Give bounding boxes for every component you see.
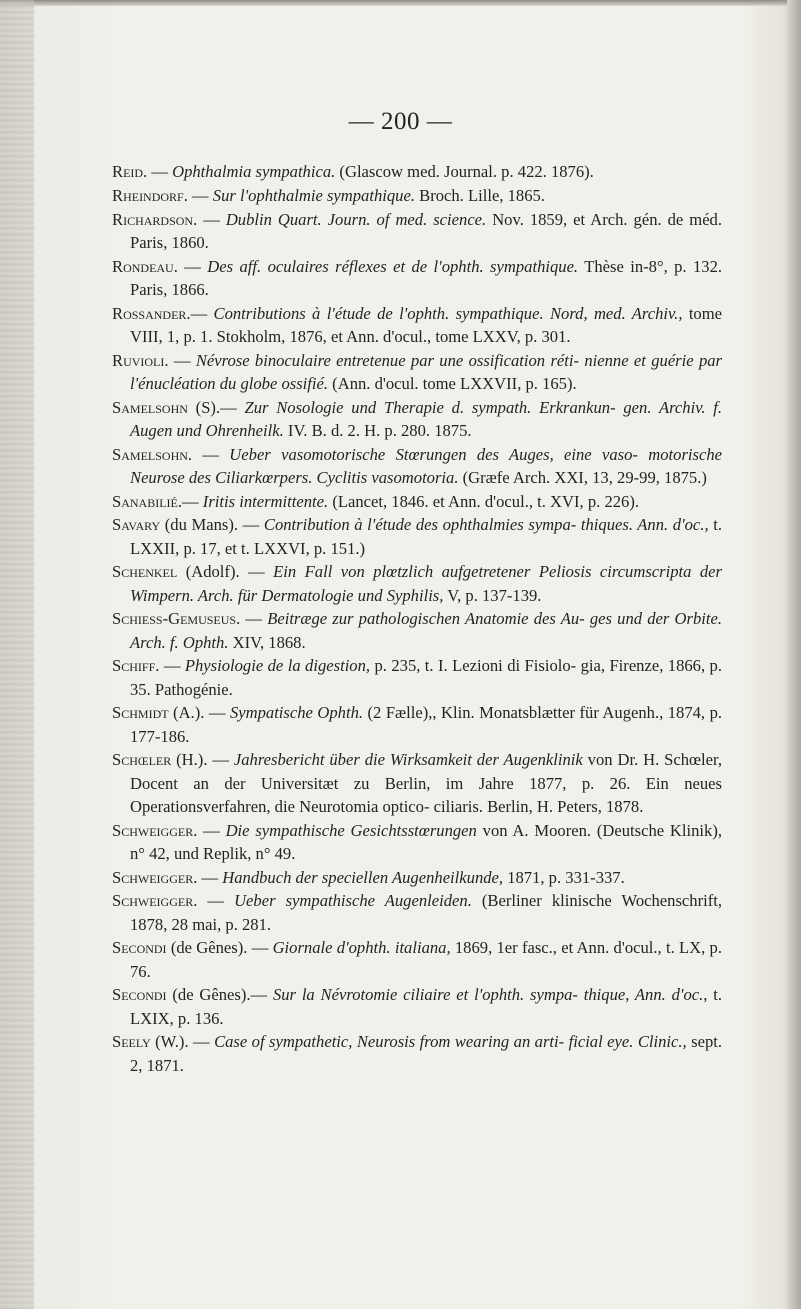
bibliography-list xyxy=(112,160,722,1077)
entry-title: Zur Nosologie und Therapie d. sympath. Erkrankun- gen. Archiv. f. Augen und Ohrenheilk. xyxy=(130,397,723,440)
entry-title: Handbuch der speciellen Augenheilkunde, xyxy=(222,867,504,887)
bibliography-entry xyxy=(112,936,722,982)
entry-title: Beitræge zur pathologischen Anatomie des Au- ges und der Orbite. Arch. f. Ophth. xyxy=(130,609,722,652)
entry-details: (Ann. d'ocul. tome LXXVII, p. 165). xyxy=(328,373,577,393)
entry-author: Rossander. xyxy=(112,303,191,323)
entry-title: Jahresbericht über die Wirksamkeit der Augenklinik xyxy=(233,750,583,770)
entry-title: Iritis intermittente. xyxy=(202,491,329,511)
entry-separator: (Adolf). — xyxy=(177,562,274,582)
entry-separator: (A.). — xyxy=(168,703,230,723)
entry-separator: (H.). — xyxy=(171,750,234,770)
bibliography-entry xyxy=(112,560,722,606)
entry-title: Sur la Névrotomie ciliaire et l'ophth. sympa- thique, Ann. d'oc., xyxy=(272,985,708,1005)
bibliography-entry xyxy=(112,748,722,818)
entry-separator: — xyxy=(197,891,235,911)
entry-author: Secondi xyxy=(112,938,167,958)
entry-separator: (de Gênes). — xyxy=(166,938,273,958)
bibliography-entry xyxy=(112,490,722,513)
entry-author: Richardson. xyxy=(112,209,198,229)
bibliography-entry xyxy=(112,701,722,747)
entry-author: Schweigger. xyxy=(112,891,198,911)
bibliography-entry xyxy=(112,607,722,653)
entry-details: sept. 2, 1871. xyxy=(130,1032,722,1075)
entry-author: Samelsohn. xyxy=(112,444,193,464)
bibliography-entry xyxy=(112,819,722,865)
page-number: — 200 — xyxy=(348,108,453,135)
entry-author: Ruvioli. xyxy=(112,350,169,370)
bibliography-entry xyxy=(112,654,722,700)
bibliography-entry xyxy=(112,443,722,489)
entry-details: 1869, 1er fasc., et Ann. d'ocul., t. LX, p. 76. xyxy=(130,938,722,981)
entry-title: Case of sympathetic, Neurosis from wearing an arti- ficial eye. Clinic., xyxy=(214,1032,687,1052)
bibliography-entry xyxy=(112,184,722,207)
bibliography-entry xyxy=(112,889,722,935)
entry-title: Ein Fall von plœtzlich aufgetretener Peliosis circumscripta der Wimpern. Arch. für Dermatologie und Syphilis, xyxy=(130,562,723,605)
entry-title: Giornale d'ophth. italiana, xyxy=(272,938,451,958)
entry-details: V, p. 137-139. xyxy=(443,585,542,605)
entry-details: tome VIII, 1, p. 1. Stokholm, 1876, et Ann. d'ocul., tome LXXV, p. 301. xyxy=(130,303,722,346)
entry-details: Nov. 1859, et Arch. gén. de méd. Paris, 1860. xyxy=(130,209,722,252)
entry-author: Secondi xyxy=(112,985,167,1005)
entry-details: (Glascow med. Journal. p. 422. 1876). xyxy=(335,162,594,181)
entry-title: Ophthalmia sympathica. xyxy=(172,162,336,181)
entry-separator: — xyxy=(240,609,268,629)
entry-details: p. 235, t. I. Lezioni di Fisiolo- gia, Firenze, 1866, p. 35. Pathogénie. xyxy=(130,656,722,699)
entry-details: 1871, p. 331-337. xyxy=(503,867,625,887)
bibliography-entry xyxy=(112,349,722,395)
entry-author: Rheindorf. xyxy=(112,185,188,205)
entry-author: Seely xyxy=(112,1032,151,1052)
entry-title: Dublin Quart. Journ. of med. science. xyxy=(225,209,487,229)
entry-author: Schenkel xyxy=(112,562,178,582)
entry-author: Rondeau. xyxy=(112,256,178,276)
entry-separator: — xyxy=(197,209,226,229)
entry-author: Schmidt xyxy=(112,703,169,723)
bibliography-entry xyxy=(112,255,722,301)
entry-title: Physiologie de la digestion, xyxy=(184,656,371,676)
entry-title: Ueber vasomotorische Stœrungen des Auges, eine vaso- motorische Neurose des Ciliarkœrpers. Cyclitis vasomotoria. xyxy=(130,444,723,487)
entry-details: (Græfe Arch. XXI, 13, 29-99, 1875.) xyxy=(458,467,707,487)
entry-separator: (S).— xyxy=(187,397,245,417)
bibliography-entry xyxy=(112,396,722,442)
entry-author: Reid. xyxy=(112,162,148,181)
bibliography-entry xyxy=(112,160,722,183)
entry-author: Savary xyxy=(112,515,161,535)
entry-details: XIV, 1868. xyxy=(228,632,306,652)
entry-title: Sur l'ophthalmie sympathique. xyxy=(212,185,415,205)
entry-details: (Lancet, 1846. et Ann. d'ocul., t. XVI, p. 226). xyxy=(328,491,640,511)
bibliography-entry xyxy=(112,1030,722,1076)
entry-separator: — xyxy=(192,444,230,464)
entry-separator: — xyxy=(197,867,223,887)
entry-details: t. LXXII, p. 17, et t. LXXVI, p. 151.) xyxy=(130,515,722,558)
entry-separator: — xyxy=(168,350,196,370)
entry-separator: — xyxy=(182,491,203,511)
bibliography-entry xyxy=(112,208,722,254)
entry-details: Thèse in-8°, p. 132. Paris, 1866. xyxy=(130,256,723,299)
entry-details: (Berliner klinische Wochenschrift, 1878, 28 mai, p. 281. xyxy=(130,891,722,934)
entry-separator: — xyxy=(177,256,208,276)
entry-separator: — xyxy=(147,162,173,181)
entry-separator: — xyxy=(197,820,226,840)
entry-title: Contributions à l'étude de l'ophth. sympathique. Nord, med. Archiv., xyxy=(213,303,683,323)
entry-separator: (W.). — xyxy=(150,1032,215,1052)
entry-details: Broch. Lille, 1865. xyxy=(414,185,545,205)
page-edge-right xyxy=(787,0,801,1309)
binding-edge xyxy=(0,0,34,1309)
entry-title: Contribution à l'étude des ophthalmies sympa- thiques. Ann. d'oc., xyxy=(263,515,709,535)
entry-title: Ueber sympathische Augenleiden. xyxy=(234,891,472,911)
entry-separator: — xyxy=(187,185,213,205)
entry-author: Sanabilié. xyxy=(112,491,183,511)
entry-author: Schweigger. xyxy=(112,867,198,887)
entry-author: Schœler xyxy=(112,750,172,770)
entry-title: Névrose binoculaire entretenue par une ossification réti- nienne et guérie par l'énucléation du globe ossifié. xyxy=(130,350,723,393)
entry-details: t. LXIX, p. 136. xyxy=(130,985,722,1028)
entry-author: Schweigger. xyxy=(112,820,198,840)
entry-title: Des aff. oculaires réflexes et de l'ophth. sympathique. xyxy=(207,256,579,276)
entry-separator: (de Gênes).— xyxy=(166,985,273,1005)
entry-author: Schiff. xyxy=(112,656,160,676)
entry-details: von A. Mooren. (Deutsche Klinik), n° 42, und Replik, n° 49. xyxy=(130,820,722,863)
entry-details: von Dr. H. Schœler, Docent an der Universitæt zu Berlin, im Jahre 1877, p. 26. Ein neues Operationsverfahren, die Neurotomia optico- ciliaris. Berlin, H. Peters, 1878. xyxy=(130,750,723,816)
bibliography-entry xyxy=(112,866,722,889)
entry-separator: — xyxy=(159,656,185,676)
top-edge-shadow xyxy=(0,0,801,6)
entry-details: (2 Fælle),, Klin. Monatsblætter für Augenh., 1874, p. 177-186. xyxy=(130,703,723,746)
entry-title: Sympatische Ophth. xyxy=(229,703,364,723)
entry-author: Schiess-Gemuseus. xyxy=(112,609,241,629)
entry-separator: — xyxy=(190,303,214,323)
bibliography-entry xyxy=(112,513,722,559)
entry-details: IV. B. d. 2. H. p. 280. 1875. xyxy=(283,420,472,440)
entry-separator: (du Mans). — xyxy=(160,515,264,535)
entry-title: Die sympathische Gesichtsstœrungen xyxy=(225,820,477,840)
bibliography-entry xyxy=(112,983,722,1029)
bibliography-entry xyxy=(112,302,722,348)
entry-author: Samelsohn xyxy=(112,397,188,417)
